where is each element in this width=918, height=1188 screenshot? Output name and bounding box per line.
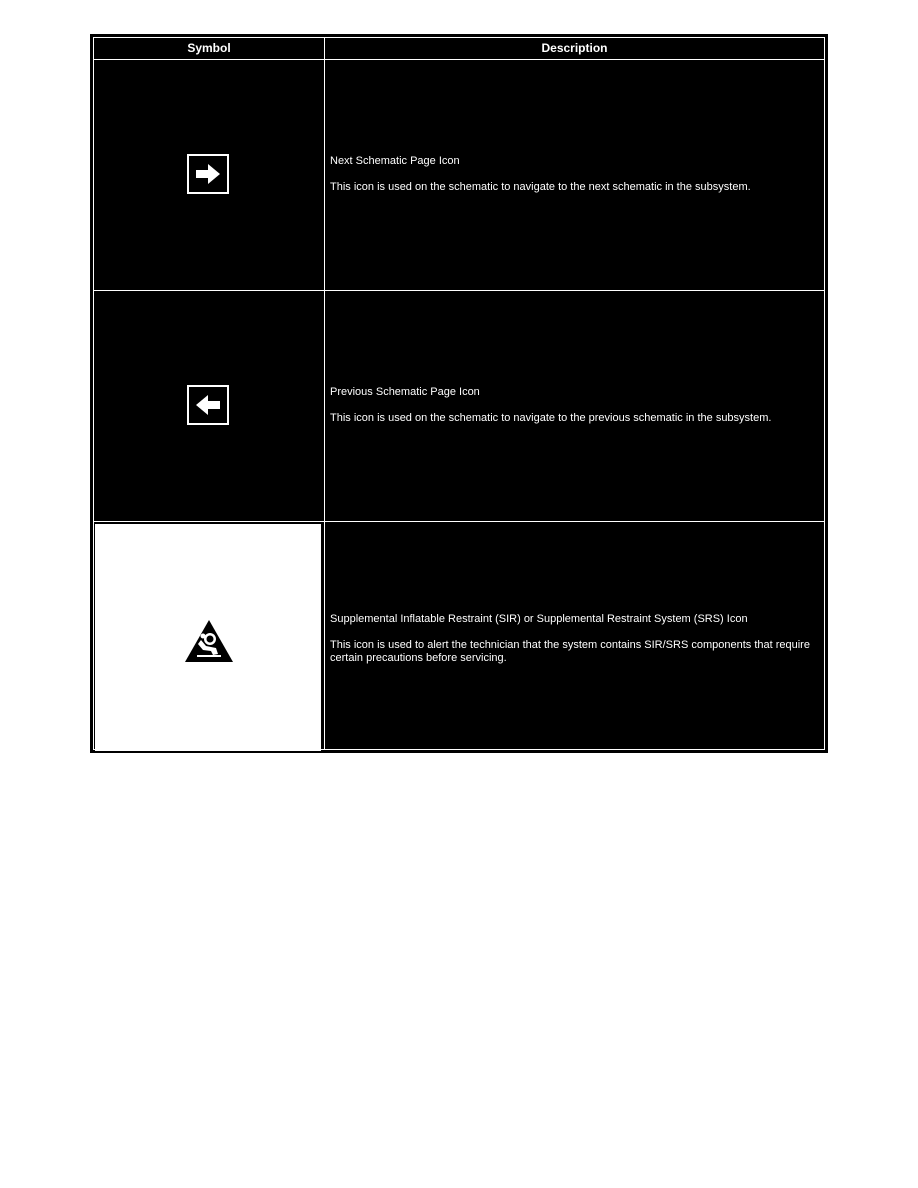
symbol-cell: [94, 522, 324, 749]
table-row: [94, 291, 824, 522]
row-title: Supplemental Inflatable Restraint (SIR) or Supplemental Restraint System (SRS) Icon: [330, 613, 748, 625]
table-row: [94, 522, 824, 749]
row-body: This icon is used to alert the technician that the system contains SIR/SRS components that require certain precautions before servicing.: [330, 639, 810, 664]
row-body: This icon is used on the schematic to navigate to the next schematic in the subsystem.: [330, 181, 751, 193]
table-row: [94, 60, 824, 291]
row-title: Next Schematic Page Icon: [330, 155, 460, 167]
symbol-table: [93, 37, 825, 750]
header-description: Description: [541, 41, 608, 55]
description-cell: [330, 291, 820, 521]
symbol-cell: [94, 60, 324, 290]
table-header: [94, 38, 824, 60]
description-cell: [330, 522, 820, 749]
next-page-arrow-icon: [187, 154, 229, 194]
description-cell: [330, 60, 820, 290]
sir-srs-warning-triangle-icon: [184, 619, 234, 663]
header-symbol: Symbol: [187, 41, 231, 55]
row-title: Previous Schematic Page Icon: [330, 386, 480, 398]
row-body: This icon is used on the schematic to navigate to the previous schematic in the subsystem.: [330, 412, 772, 424]
symbol-panel: [95, 524, 321, 751]
symbol-table-frame: [90, 34, 828, 753]
symbol-cell: [94, 291, 324, 521]
previous-page-arrow-icon: [187, 385, 229, 425]
